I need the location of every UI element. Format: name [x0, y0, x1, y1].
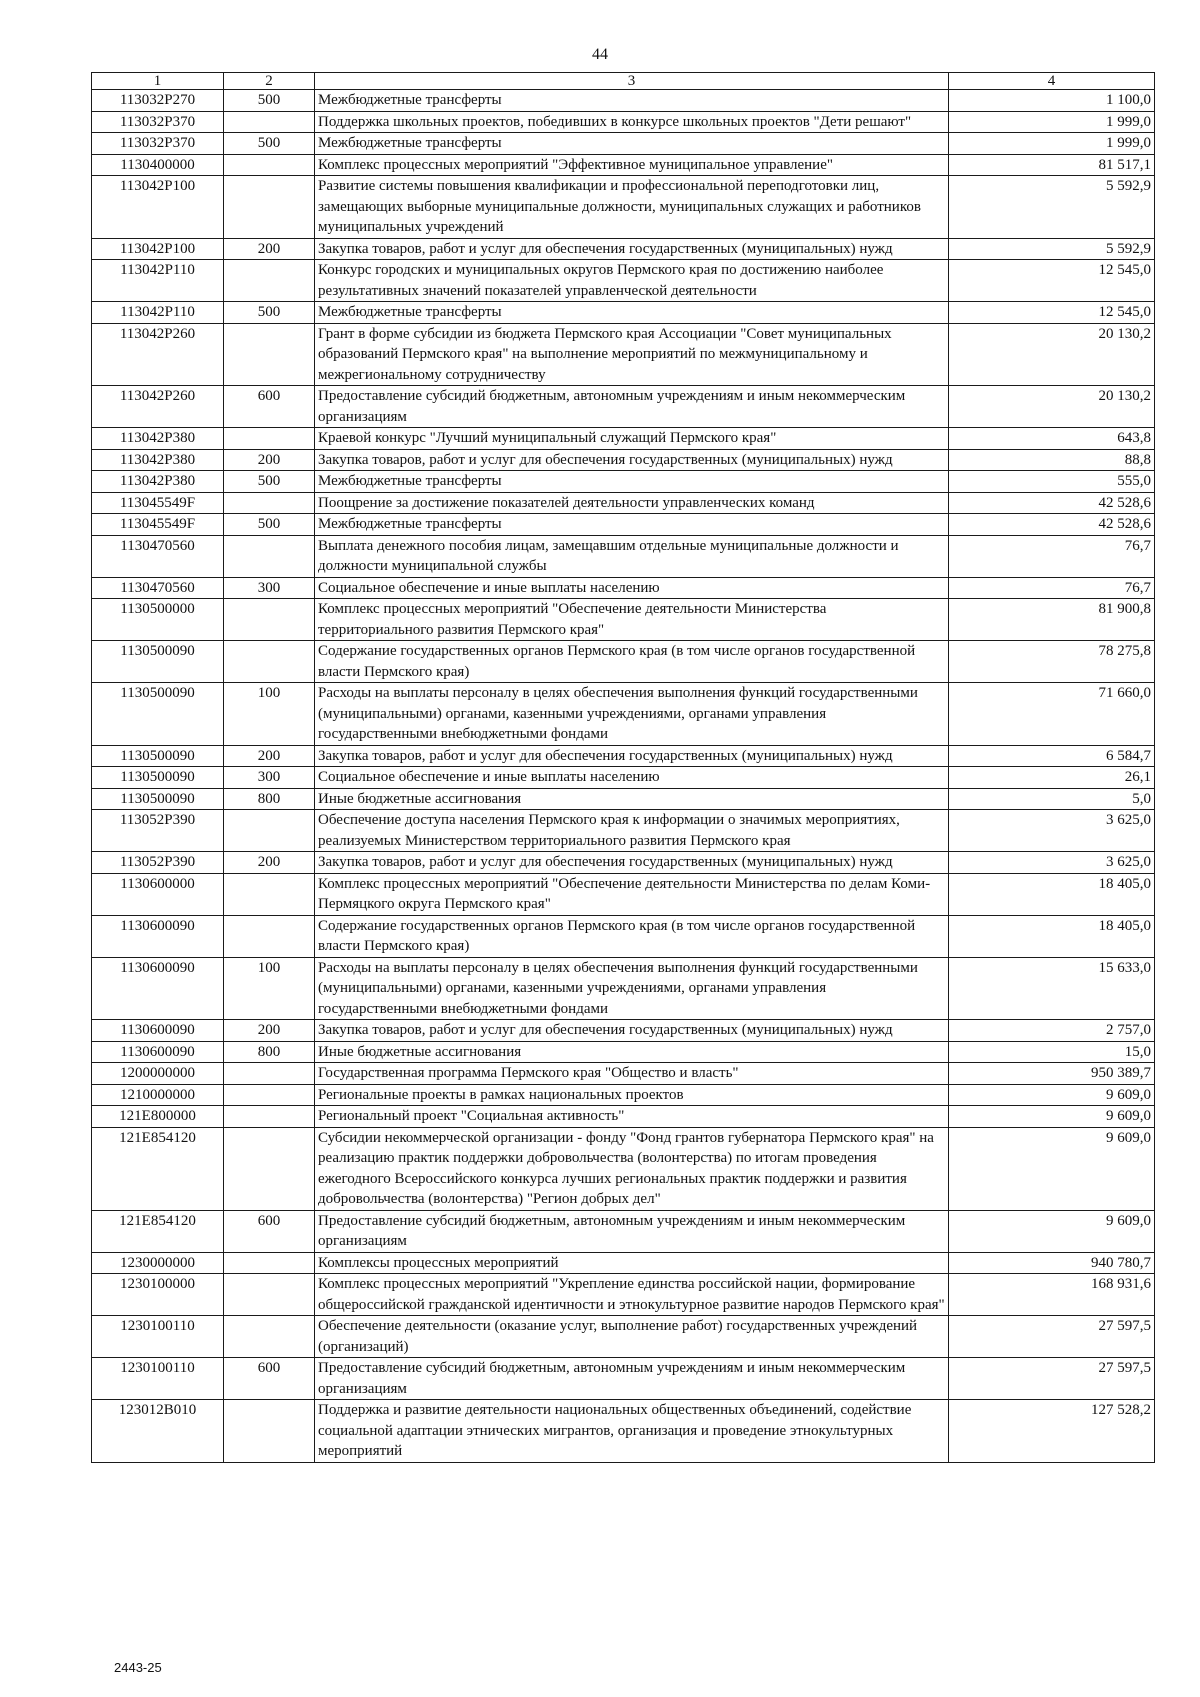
cell-expense-type: 300: [224, 767, 315, 789]
cell-expense-type: 500: [224, 471, 315, 493]
cell-code: 1130500000: [92, 599, 224, 641]
table-row: [92, 302, 1155, 324]
cell-code: 113045549F: [92, 514, 224, 536]
cell-amount: 2 757,0: [949, 1020, 1155, 1042]
cell-code: 113052P390: [92, 852, 224, 874]
table-row: [92, 535, 1155, 577]
cell-amount: 88,8: [949, 449, 1155, 471]
cell-expense-type: [224, 1316, 315, 1358]
table-row: [92, 1274, 1155, 1316]
cell-amount: 555,0: [949, 471, 1155, 493]
table-row: [92, 386, 1155, 428]
cell-amount: 643,8: [949, 428, 1155, 450]
table-row: [92, 599, 1155, 641]
cell-expense-type: 600: [224, 1358, 315, 1400]
cell-name: Социальное обеспечение и иные выплаты населению: [315, 577, 949, 599]
cell-code: 113042P380: [92, 428, 224, 450]
table-row: [92, 449, 1155, 471]
cell-code: 113042P380: [92, 449, 224, 471]
table-row: [92, 111, 1155, 133]
cell-amount: 42 528,6: [949, 492, 1155, 514]
cell-amount: 9 609,0: [949, 1210, 1155, 1252]
cell-code: 121E854120: [92, 1127, 224, 1210]
cell-code: 1130600090: [92, 915, 224, 957]
cell-expense-type: [224, 1106, 315, 1128]
cell-expense-type: [224, 1127, 315, 1210]
table-row: [92, 957, 1155, 1020]
cell-name: Закупка товаров, работ и услуг для обеспечения государственных (муниципальных) нужд: [315, 449, 949, 471]
cell-amount: 15,0: [949, 1041, 1155, 1063]
cell-code: 113052P390: [92, 810, 224, 852]
cell-amount: 1 999,0: [949, 133, 1155, 155]
cell-code: 1130470560: [92, 577, 224, 599]
cell-expense-type: 500: [224, 514, 315, 536]
cell-amount: 1 100,0: [949, 90, 1155, 112]
table-row: [92, 1127, 1155, 1210]
cell-code: 1130500090: [92, 767, 224, 789]
cell-code: 1130500090: [92, 641, 224, 683]
table-row: [92, 154, 1155, 176]
cell-expense-type: [224, 1400, 315, 1463]
table-row: [92, 1358, 1155, 1400]
cell-amount: 15 633,0: [949, 957, 1155, 1020]
table-row: [92, 428, 1155, 450]
cell-expense-type: [224, 641, 315, 683]
cell-expense-type: 200: [224, 1020, 315, 1042]
cell-name: Межбюджетные трансферты: [315, 471, 949, 493]
table-header: [92, 73, 1155, 90]
cell-code: 121E800000: [92, 1106, 224, 1128]
cell-expense-type: 200: [224, 852, 315, 874]
cell-amount: 12 545,0: [949, 302, 1155, 324]
cell-name: Расходы на выплаты персоналу в целях обеспечения выполнения функций государственными (муниципальными) органами, казенными учреждениями, органами управления государственными внебюджетными фондами: [315, 683, 949, 746]
cell-expense-type: [224, 873, 315, 915]
cell-code: 1130500090: [92, 683, 224, 746]
cell-name: Предоставление субсидий бюджетным, автономным учреждениям и иным некоммерческим организациям: [315, 1358, 949, 1400]
cell-expense-type: [224, 1063, 315, 1085]
cell-amount: 950 389,7: [949, 1063, 1155, 1085]
cell-amount: 18 405,0: [949, 915, 1155, 957]
cell-amount: 9 609,0: [949, 1084, 1155, 1106]
table-row: [92, 260, 1155, 302]
table-row: [92, 767, 1155, 789]
header-row: [92, 73, 1155, 90]
document-code: 2443-25: [114, 1660, 162, 1675]
table-row: [92, 788, 1155, 810]
cell-amount: 27 597,5: [949, 1316, 1155, 1358]
cell-expense-type: [224, 176, 315, 239]
cell-name: Социальное обеспечение и иные выплаты населению: [315, 767, 949, 789]
cell-expense-type: 600: [224, 1210, 315, 1252]
cell-amount: 81 900,8: [949, 599, 1155, 641]
table-row: [92, 1252, 1155, 1274]
cell-code: 1130600090: [92, 1041, 224, 1063]
cell-amount: 20 130,2: [949, 386, 1155, 428]
cell-amount: 6 584,7: [949, 745, 1155, 767]
cell-expense-type: 500: [224, 90, 315, 112]
cell-name: Закупка товаров, работ и услуг для обеспечения государственных (муниципальных) нужд: [315, 238, 949, 260]
cell-code: 1130600090: [92, 957, 224, 1020]
cell-code: 1210000000: [92, 1084, 224, 1106]
cell-code: 113042P100: [92, 176, 224, 239]
column-header-amount: 4: [949, 73, 1155, 90]
cell-amount: 76,7: [949, 535, 1155, 577]
cell-amount: 1 999,0: [949, 111, 1155, 133]
table-row: [92, 90, 1155, 112]
cell-name: Межбюджетные трансферты: [315, 90, 949, 112]
cell-code: 1130600090: [92, 1020, 224, 1042]
cell-name: Конкурс городских и муниципальных округов Пермского края по достижению наиболее результативных значений показателей управленческой деятельности: [315, 260, 949, 302]
cell-code: 113032P370: [92, 133, 224, 155]
cell-expense-type: [224, 492, 315, 514]
cell-amount: 3 625,0: [949, 810, 1155, 852]
cell-expense-type: 600: [224, 386, 315, 428]
cell-name: Иные бюджетные ассигнования: [315, 1041, 949, 1063]
cell-name: Содержание государственных органов Пермского края (в том числе органов государственной власти Пермского края): [315, 641, 949, 683]
table-body: [92, 90, 1155, 1463]
cell-name: Краевой конкурс "Лучший муниципальный служащий Пермского края": [315, 428, 949, 450]
cell-name: Государственная программа Пермского края "Общество и власть": [315, 1063, 949, 1085]
cell-name: Предоставление субсидий бюджетным, автономным учреждениям и иным некоммерческим организациям: [315, 386, 949, 428]
cell-expense-type: 300: [224, 577, 315, 599]
table-row: [92, 915, 1155, 957]
cell-expense-type: 100: [224, 957, 315, 1020]
cell-amount: 42 528,6: [949, 514, 1155, 536]
cell-name: Межбюджетные трансферты: [315, 133, 949, 155]
budget-table: [91, 72, 1155, 1463]
table-row: [92, 683, 1155, 746]
cell-code: 113042P110: [92, 302, 224, 324]
cell-code: 1230100110: [92, 1358, 224, 1400]
cell-code: 1230000000: [92, 1252, 224, 1274]
cell-code: 1130600000: [92, 873, 224, 915]
cell-code: 113032P270: [92, 90, 224, 112]
cell-code: 1130500090: [92, 745, 224, 767]
cell-expense-type: [224, 535, 315, 577]
table-row: [92, 1400, 1155, 1463]
table-row: [92, 873, 1155, 915]
cell-name: Выплата денежного пособия лицам, замещавшим отдельные муниципальные должности и должности муниципальной службы: [315, 535, 949, 577]
cell-name: Комплекс процессных мероприятий "Обеспечение деятельности Министерства по делам Коми-Пермяцкого округа Пермского края": [315, 873, 949, 915]
cell-name: Межбюджетные трансферты: [315, 514, 949, 536]
cell-name: Субсидии некоммерческой организации - фонду "Фонд грантов губернатора Пермского края" на реализацию практик поддержки добровольчества (волонтерства) по итогам проведения ежегодного Всероссийского конкурса лучших региональных практик поддержки и развития добровольчества (волонтерства) "Регион добрых дел": [315, 1127, 949, 1210]
cell-name: Межбюджетные трансферты: [315, 302, 949, 324]
cell-name: Комплекс процессных мероприятий "Обеспечение деятельности Министерства территориального развития Пермского края": [315, 599, 949, 641]
cell-name: Закупка товаров, работ и услуг для обеспечения государственных (муниципальных) нужд: [315, 852, 949, 874]
cell-amount: 940 780,7: [949, 1252, 1155, 1274]
table-row: [92, 852, 1155, 874]
cell-amount: 78 275,8: [949, 641, 1155, 683]
cell-name: Предоставление субсидий бюджетным, автономным учреждениям и иным некоммерческим организациям: [315, 1210, 949, 1252]
cell-expense-type: 100: [224, 683, 315, 746]
table-row: [92, 1210, 1155, 1252]
cell-name: Расходы на выплаты персоналу в целях обеспечения выполнения функций государственными (муниципальными) органами, казенными учреждениями, органами управления государственными внебюджетными фондами: [315, 957, 949, 1020]
cell-name: Региональный проект "Социальная активность": [315, 1106, 949, 1128]
cell-amount: 26,1: [949, 767, 1155, 789]
table-row: [92, 1020, 1155, 1042]
table-row: [92, 1063, 1155, 1085]
cell-name: Комплекс процессных мероприятий "Укрепление единства российской нации, формирование общероссийской гражданской идентичности и этнокультурное развитие народов Пермского края": [315, 1274, 949, 1316]
cell-name: Поддержка и развитие деятельности национальных общественных объединений, содействие социальной адаптации этнических мигрантов, организация и проведение этнокультурных мероприятий: [315, 1400, 949, 1463]
cell-amount: 5 592,9: [949, 238, 1155, 260]
cell-amount: 168 931,6: [949, 1274, 1155, 1316]
cell-expense-type: 200: [224, 238, 315, 260]
column-header-code: 1: [92, 73, 224, 90]
cell-expense-type: [224, 599, 315, 641]
page-number: 44: [592, 46, 608, 63]
column-header-name: 3: [315, 73, 949, 90]
cell-amount: 3 625,0: [949, 852, 1155, 874]
table-row: [92, 323, 1155, 386]
cell-expense-type: [224, 1084, 315, 1106]
cell-code: 113042P260: [92, 386, 224, 428]
table-row: [92, 745, 1155, 767]
cell-code: 1230100000: [92, 1274, 224, 1316]
cell-name: Иные бюджетные ассигнования: [315, 788, 949, 810]
cell-code: 121E854120: [92, 1210, 224, 1252]
cell-expense-type: [224, 323, 315, 386]
cell-amount: 27 597,5: [949, 1358, 1155, 1400]
table-row: [92, 1106, 1155, 1128]
cell-expense-type: [224, 1274, 315, 1316]
cell-code: 113045549F: [92, 492, 224, 514]
cell-expense-type: [224, 428, 315, 450]
cell-expense-type: [224, 154, 315, 176]
table-row: [92, 1316, 1155, 1358]
cell-code: 1130470560: [92, 535, 224, 577]
cell-name: Поддержка школьных проектов, победивших в конкурсе школьных проектов "Дети решают": [315, 111, 949, 133]
table-row: [92, 492, 1155, 514]
cell-amount: 127 528,2: [949, 1400, 1155, 1463]
cell-amount: 9 609,0: [949, 1127, 1155, 1210]
cell-expense-type: [224, 260, 315, 302]
cell-code: 123012В010: [92, 1400, 224, 1463]
cell-amount: 5,0: [949, 788, 1155, 810]
cell-expense-type: 800: [224, 1041, 315, 1063]
table-row: [92, 133, 1155, 155]
cell-code: 113032P370: [92, 111, 224, 133]
cell-expense-type: [224, 810, 315, 852]
cell-amount: 76,7: [949, 577, 1155, 599]
cell-name: Обеспечение доступа населения Пермского края к информации о значимых мероприятиях, реализуемых Министерством территориального развития Пермского края: [315, 810, 949, 852]
cell-code: 113042P260: [92, 323, 224, 386]
table-row: [92, 238, 1155, 260]
cell-code: 1130500090: [92, 788, 224, 810]
cell-expense-type: [224, 1252, 315, 1274]
table-row: [92, 641, 1155, 683]
cell-expense-type: 800: [224, 788, 315, 810]
cell-code: 1200000000: [92, 1063, 224, 1085]
cell-amount: 12 545,0: [949, 260, 1155, 302]
cell-code: 113042P380: [92, 471, 224, 493]
cell-amount: 5 592,9: [949, 176, 1155, 239]
table-row: [92, 514, 1155, 536]
cell-amount: 81 517,1: [949, 154, 1155, 176]
cell-code: 113042P110: [92, 260, 224, 302]
cell-name: Содержание государственных органов Пермского края (в том числе органов государственной власти Пермского края): [315, 915, 949, 957]
cell-name: Закупка товаров, работ и услуг для обеспечения государственных (муниципальных) нужд: [315, 1020, 949, 1042]
cell-name: Региональные проекты в рамках национальных проектов: [315, 1084, 949, 1106]
cell-expense-type: 200: [224, 449, 315, 471]
cell-name: Поощрение за достижение показателей деятельности управленческих команд: [315, 492, 949, 514]
cell-name: Грант в форме субсидии из бюджета Пермского края Ассоциации "Совет муниципальных образований Пермского края" на выполнение мероприятий по межмуниципальному и межрегиональному сотрудничеству: [315, 323, 949, 386]
table-row: [92, 1084, 1155, 1106]
table-row: [92, 577, 1155, 599]
cell-code: 1230100110: [92, 1316, 224, 1358]
cell-expense-type: 500: [224, 133, 315, 155]
cell-code: 1130400000: [92, 154, 224, 176]
table-row: [92, 810, 1155, 852]
cell-name: Комплекс процессных мероприятий "Эффективное муниципальное управление": [315, 154, 949, 176]
table-row: [92, 1041, 1155, 1063]
cell-amount: 18 405,0: [949, 873, 1155, 915]
cell-code: 113042P100: [92, 238, 224, 260]
cell-expense-type: [224, 915, 315, 957]
cell-name: Комплексы процессных мероприятий: [315, 1252, 949, 1274]
cell-name: Закупка товаров, работ и услуг для обеспечения государственных (муниципальных) нужд: [315, 745, 949, 767]
cell-expense-type: [224, 111, 315, 133]
cell-name: Обеспечение деятельности (оказание услуг, выполнение работ) государственных учреждений (организаций): [315, 1316, 949, 1358]
table-row: [92, 471, 1155, 493]
cell-name: Развитие системы повышения квалификации и профессиональной переподготовки лиц, замещающих выборные муниципальные должности, муниципальных служащих и работников муниципальных учреждений: [315, 176, 949, 239]
cell-amount: 9 609,0: [949, 1106, 1155, 1128]
column-header-kind: 2: [224, 73, 315, 90]
cell-expense-type: 200: [224, 745, 315, 767]
cell-amount: 20 130,2: [949, 323, 1155, 386]
cell-expense-type: 500: [224, 302, 315, 324]
cell-amount: 71 660,0: [949, 683, 1155, 746]
table-row: [92, 176, 1155, 239]
